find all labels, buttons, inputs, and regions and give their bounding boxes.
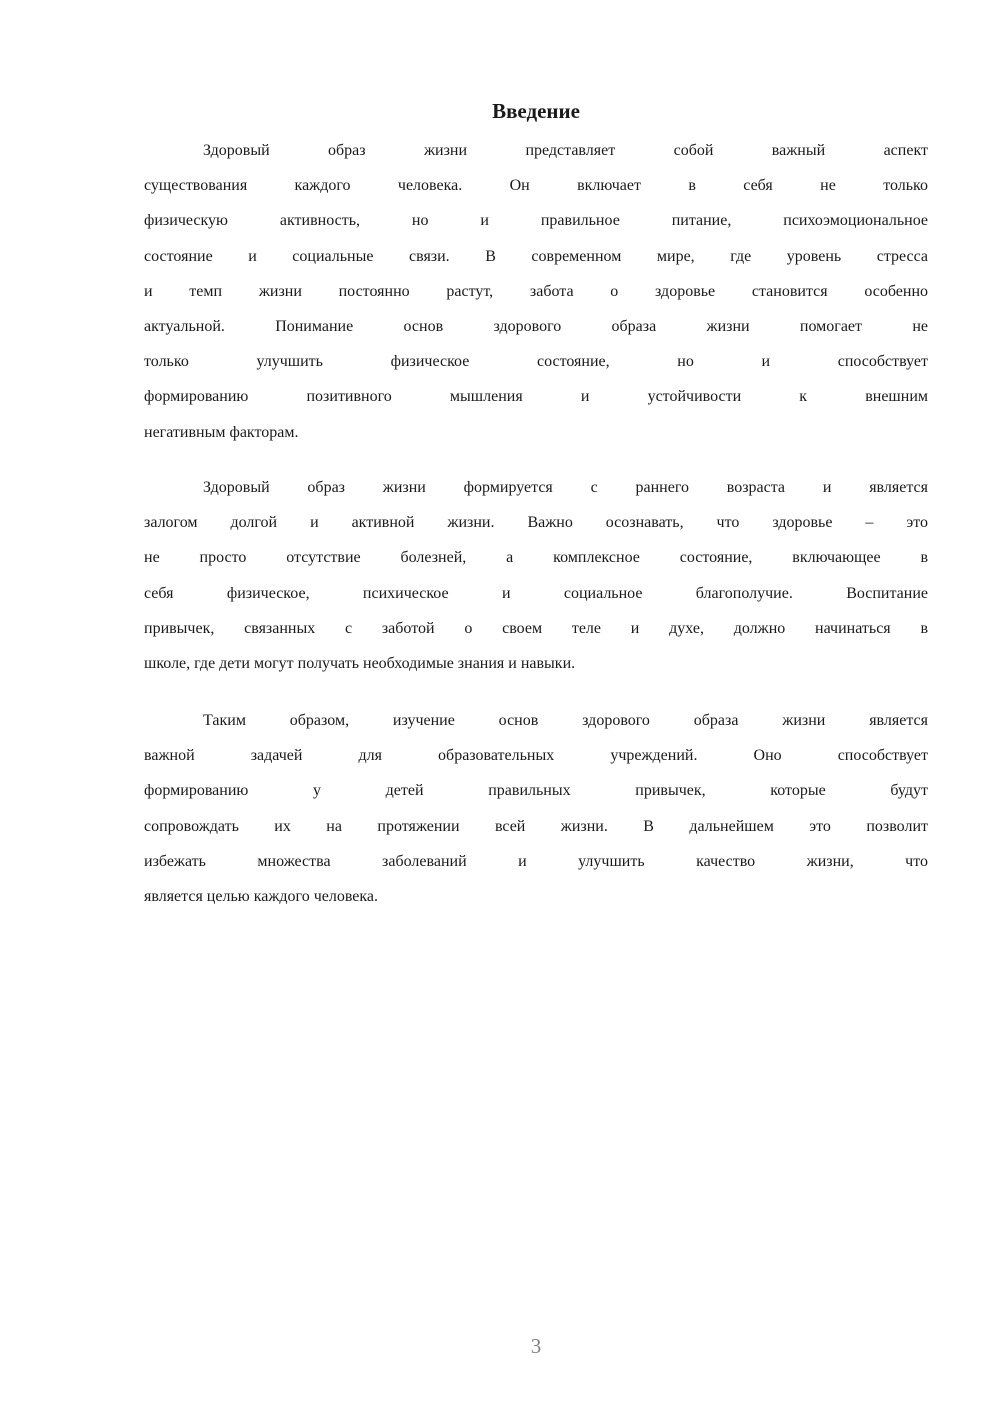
paragraph-line: формированию позитивного мышления и устойчивости к внешним bbox=[144, 388, 928, 406]
paragraph-line: избежать множества заболеваний и улучшить качество жизни, что bbox=[144, 852, 928, 870]
paragraph-line: сопровождать их на протяжении всей жизни. В дальнейшем это позволит bbox=[144, 817, 928, 835]
paragraph-line: не просто отсутствие болезней, а комплексное состояние, включающее в bbox=[144, 549, 928, 567]
paragraph-line: актуальной. Понимание основ здорового образа жизни помогает не bbox=[144, 317, 928, 335]
paragraph-line: и темп жизни постоянно растут, забота о здоровье становится особенно bbox=[144, 282, 928, 300]
paragraph-line: важной задачей для образовательных учреждений. Оно способствует bbox=[144, 747, 928, 765]
paragraph-line: залогом долгой и активной жизни. Важно осознавать, что здоровье – это bbox=[144, 514, 928, 532]
paragraph-2 bbox=[144, 479, 928, 690]
paragraph-line: Здоровый образ жизни представляет собой важный аспект bbox=[203, 142, 928, 159]
section-heading: Введение bbox=[492, 99, 580, 123]
paragraph-line: привычек, связанных с заботой о своем теле и духе, должно начинаться в bbox=[144, 619, 928, 637]
paragraph-line: только улучшить физическое состояние, но и способствует bbox=[144, 353, 928, 371]
paragraph-3 bbox=[144, 712, 928, 923]
paragraph-line: Таким образом, изучение основ здорового образа жизни является bbox=[203, 712, 928, 729]
paragraph-line: формированию у детей правильных привычек, которые будут bbox=[144, 782, 928, 800]
paragraph-line: физическую активность, но и правильное питание, психоэмоциональное bbox=[144, 212, 928, 230]
page-number: 3 bbox=[530, 1334, 542, 1358]
paragraph-line: Здоровый образ жизни формируется с раннего возраста и является bbox=[203, 479, 928, 496]
paragraph-line: школе, где дети могут получать необходимые знания и навыки. bbox=[144, 654, 576, 672]
paragraph-line: себя физическое, психическое и социальное благополучие. Воспитание bbox=[144, 584, 928, 602]
paragraph-line: негативным факторам. bbox=[144, 423, 299, 441]
paragraph-1 bbox=[144, 142, 928, 459]
paragraph-line: существования каждого человека. Он включает в себя не только bbox=[144, 177, 928, 195]
paragraph-line: является целью каждого человека. bbox=[144, 887, 379, 905]
paragraph-line: состояние и социальные связи. В современном мире, где уровень стресса bbox=[144, 247, 928, 265]
